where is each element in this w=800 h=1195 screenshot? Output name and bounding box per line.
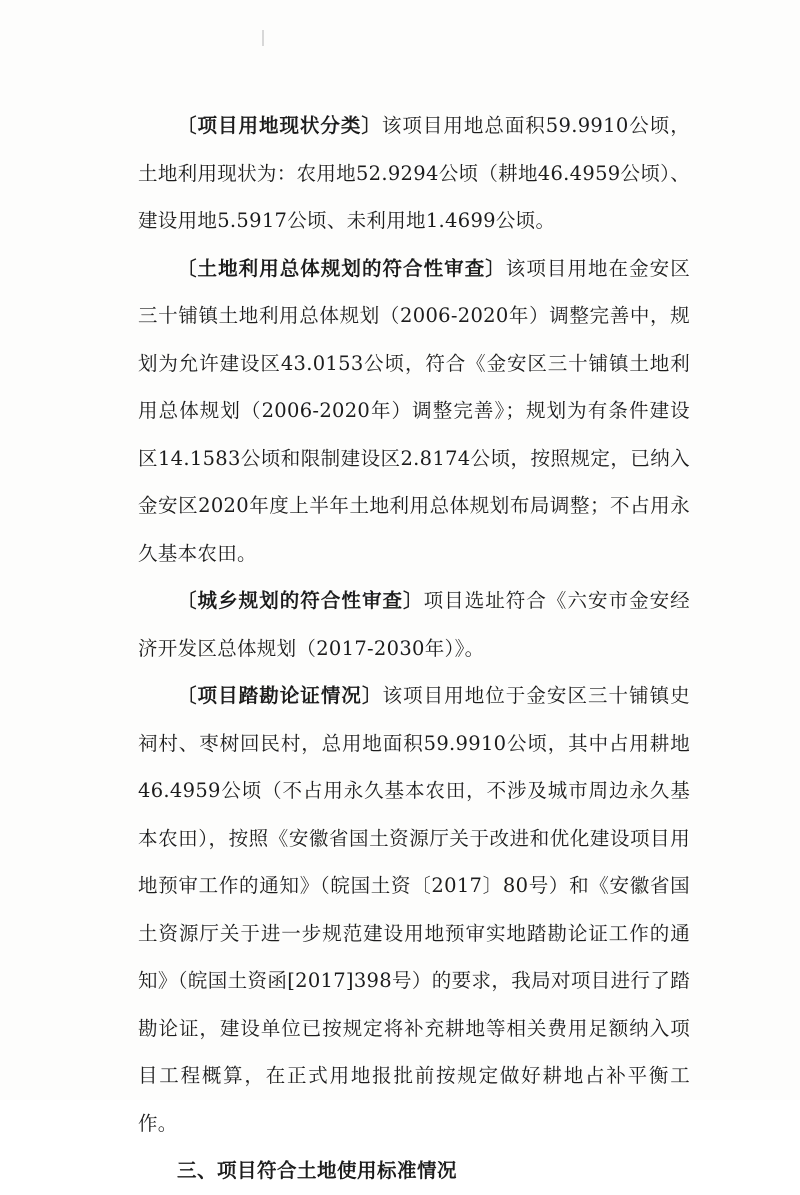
paragraph-site-survey — [138, 672, 690, 1147]
scan-artifact — [262, 30, 264, 46]
paragraph-heading: 〔项目踏勘论证情况〕 — [177, 684, 383, 707]
paragraph-urban-plan-review — [138, 577, 690, 672]
paragraph-heading: 〔土地利用总体规划的符合性审查〕 — [177, 256, 506, 280]
paragraph-text: 该项目用地总面积59.9910公顷，土地利用现状为：农用地52.9294公顷（耕地46.4959公顷）、建设用地5.5917公顷、未利用地1.4699公顷。 — [138, 114, 690, 232]
paragraph-heading: 〔城乡规划的符合性审查〕 — [177, 589, 424, 612]
paragraph-text: 该项目用地位于金安区三十铺镇史祠村、枣树回民村，总用地面积59.9910公顷，其中占用耕地46.4959公顷（不占用永久基本农田，不涉及城市周边永久基本农田），按照《安徽省国土资源厅关于改进和优化建设项目用地预审工作的通知》（皖国土资〔2017〕80号）和《安徽省国土资源厅关于进一步规范建设用地预审实地踏勘论证工作的通知》（皖国土资函[2017]398号）的要求，我局对项目进行了踏勘论证，建设单位已按规定将补充耕地等相关费用足额纳入项目工程概算，在正式用地报批前按规定做好耕地占补平衡工作。 — [138, 684, 690, 1135]
section-title: 三、项目符合土地使用标准情况 — [177, 1159, 458, 1182]
paragraph-land-status — [138, 102, 690, 245]
paragraph-text: 该项目用地在金安区三十铺镇土地利用总体规划（2006-2020年）调整完善中，规划为允许建设区43.0153公顷，符合《金安区三十铺镇土地利用总体规划（2006-2020年）调整完善》；规划为有条件建设区14.1583公顷和限制建设区2.8174公顷，按照规定，已纳入金安区2020年度上半年土地利用总体规划布局调整；不占用永久基本农田。 — [138, 256, 690, 565]
paragraph-land-plan-review — [138, 245, 690, 578]
paragraph-text: 项目选址符合《六安市金安经济开发区总体规划（2017-2030年）》。 — [138, 589, 690, 660]
document-body — [138, 102, 690, 1195]
paragraph-heading: 〔项目用地现状分类〕 — [177, 114, 382, 137]
